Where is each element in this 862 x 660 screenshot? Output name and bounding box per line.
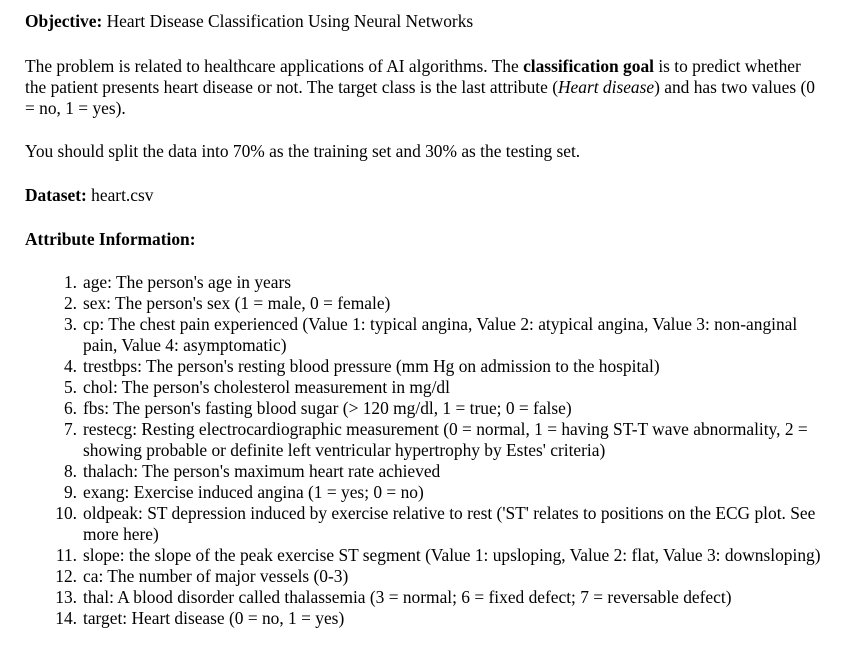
list-item-number: 11. bbox=[55, 545, 77, 565]
intro-paragraph bbox=[25, 56, 825, 119]
list-item bbox=[53, 503, 823, 545]
list-item bbox=[53, 587, 823, 608]
list-item-number: 12. bbox=[55, 566, 77, 586]
list-item-number: 14. bbox=[55, 608, 77, 628]
list-item-number: 8. bbox=[63, 461, 77, 481]
dataset-value: heart.csv bbox=[86, 185, 154, 205]
list-item bbox=[53, 566, 823, 587]
list-item bbox=[53, 419, 823, 461]
intro-part2: is to predict whether the patient presents heart disease or not. The target class is the last attribute ( bbox=[25, 56, 801, 97]
list-item-text: ca: The number of major vessels (0-3) bbox=[83, 566, 349, 586]
list-item bbox=[53, 398, 823, 419]
list-item-text: fbs: The person's fasting blood sugar (> 120 mg/dl, 1 = true; 0 = false) bbox=[83, 398, 572, 418]
list-item-number: 9. bbox=[63, 482, 77, 502]
dataset-line bbox=[25, 185, 825, 206]
intro-bold: classification goal bbox=[523, 56, 654, 76]
intro-part3: ) and has two values (0 = no, 1 = yes). bbox=[25, 77, 815, 118]
list-item-text: sex: The person's sex (1 = male, 0 = female) bbox=[83, 293, 391, 313]
document-page bbox=[25, 11, 825, 629]
list-item-text: target: Heart disease (0 = no, 1 = yes) bbox=[83, 608, 345, 628]
list-item-text: trestbps: The person's resting blood pressure (mm Hg on admission to the hospital) bbox=[83, 356, 660, 376]
list-item-text: oldpeak: ST depression induced by exercise relative to rest ('ST' relates to positions on the ECG plot. See more here) bbox=[83, 503, 816, 544]
list-item-text: restecg: Resting electrocardiographic measurement (0 = normal, 1 = having ST-T wave abnormality, 2 = showing probable or definite left ventricular hypertrophy by Estes' criteria) bbox=[83, 419, 808, 460]
list-item-number: 4. bbox=[63, 356, 77, 376]
list-item-text: thal: A blood disorder called thalassemia (3 = normal; 6 = fixed defect; 7 = reversable defect) bbox=[83, 587, 732, 607]
list-item bbox=[53, 482, 823, 503]
attribute-list bbox=[53, 272, 823, 629]
list-item-text: thalach: The person's maximum heart rate achieved bbox=[83, 461, 441, 481]
list-item-text: slope: the slope of the peak exercise ST segment (Value 1: upsloping, Value 2: flat, Value 3: downsloping) bbox=[83, 545, 821, 565]
list-item bbox=[53, 461, 823, 482]
list-item-number: 2. bbox=[63, 293, 77, 313]
list-item bbox=[53, 356, 823, 377]
attribute-heading bbox=[25, 229, 825, 250]
list-item-text: exang: Exercise induced angina (1 = yes; 0 = no) bbox=[83, 482, 424, 502]
attribute-heading-text: Attribute Information: bbox=[25, 229, 196, 249]
intro-part1: The problem is related to healthcare applications of AI algorithms. The bbox=[25, 56, 524, 76]
list-item-number: 3. bbox=[63, 314, 77, 334]
list-item-number: 1. bbox=[63, 272, 77, 292]
list-item bbox=[53, 314, 823, 356]
list-item bbox=[53, 608, 823, 629]
objective-text: Heart Disease Classification Using Neural Networks bbox=[102, 11, 474, 31]
list-item bbox=[53, 272, 823, 293]
objective-label: Objective: bbox=[25, 11, 103, 31]
list-item-text: age: The person's age in years bbox=[83, 272, 292, 292]
list-item-number: 7. bbox=[63, 419, 77, 439]
list-item-text: chol: The person's cholesterol measurement in mg/dl bbox=[83, 377, 450, 397]
objective-line bbox=[25, 11, 825, 32]
list-item-number: 6. bbox=[63, 398, 77, 418]
list-item-number: 13. bbox=[55, 587, 77, 607]
list-item-number: 10. bbox=[55, 503, 77, 523]
list-item-text: cp: The chest pain experienced (Value 1: typical angina, Value 2: atypical angina, Value 3: non-anginal pain, Value 4: asymptomatic) bbox=[83, 314, 798, 355]
split-paragraph: You should split the data into 70% as the training set and 30% as the testing set. bbox=[25, 141, 581, 161]
dataset-label: Dataset: bbox=[25, 185, 87, 205]
intro-italic: Heart disease bbox=[558, 77, 655, 97]
list-item bbox=[53, 377, 823, 398]
list-item bbox=[53, 293, 823, 314]
list-item bbox=[53, 545, 823, 566]
list-item-number: 5. bbox=[63, 377, 77, 397]
